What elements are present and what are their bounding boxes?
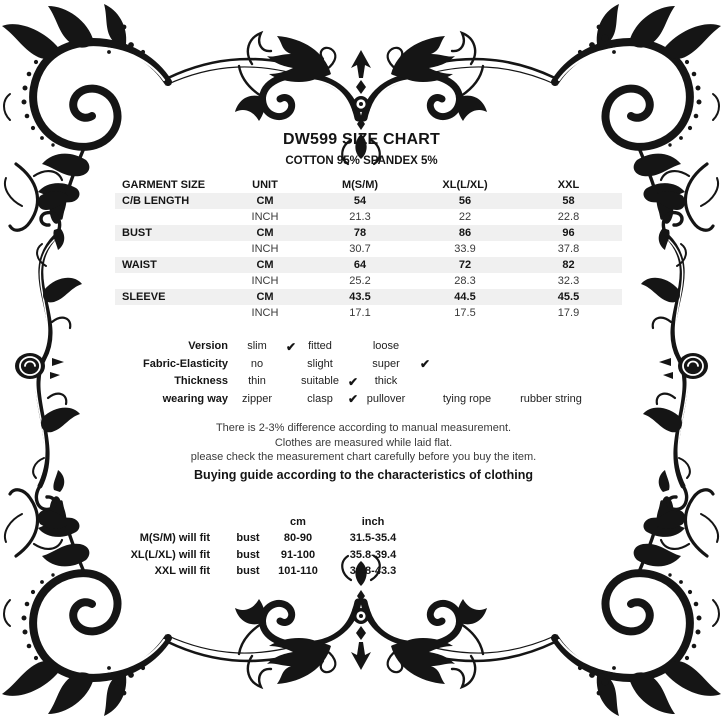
attribute-label: Fabric-Elasticity: [143, 357, 228, 370]
size-value: 25.2: [349, 274, 371, 287]
fit-inch-range: 35.8-39.4: [349, 548, 397, 561]
size-value: 30.7: [349, 242, 371, 255]
fit-inch-range: 39.8-43.3: [349, 565, 397, 578]
fit-part: bust: [236, 565, 260, 578]
size-table-header: M(S/M): [341, 178, 379, 191]
attribute-option: super: [372, 357, 400, 370]
measure-label: C/B LENGTH: [115, 193, 225, 209]
attribute-option: tying rope: [442, 392, 492, 405]
attribute-option: zipper: [242, 392, 272, 405]
size-value: 28.3: [454, 274, 476, 287]
attribute-option: pullover: [366, 392, 406, 405]
check-slot: [284, 356, 298, 374]
fit-size-label: M(S/M) will fit: [139, 532, 210, 545]
unit-label: CM: [225, 257, 305, 273]
fit-header-spacer: [110, 514, 228, 531]
check-slot: [408, 338, 442, 356]
size-table-header: XL(L/XL): [442, 178, 488, 191]
fit-table: [110, 514, 418, 580]
size-value: 33.9: [454, 242, 476, 255]
fit-header-inch: inch: [361, 515, 385, 528]
unit-label: CM: [225, 225, 305, 241]
fit-header-spacer: [228, 514, 268, 531]
unit-label: CM: [225, 289, 305, 305]
fit-part: bust: [236, 532, 260, 545]
attribute-option: fitted: [308, 340, 332, 353]
size-value: 72: [415, 257, 515, 273]
size-value: 78: [305, 225, 415, 241]
size-value: 45.5: [515, 289, 622, 305]
measure-label: WAIST: [115, 257, 225, 273]
attribute-option: slight: [307, 357, 333, 370]
attribute-option: thin: [248, 375, 266, 388]
check-slot: [284, 391, 298, 409]
fit-size-label: XXL will fit: [154, 565, 210, 578]
attribute-option: [492, 338, 610, 356]
attribute-option: rubber string: [520, 392, 582, 405]
check-icon: ✔: [347, 392, 359, 407]
measure-label: [115, 305, 225, 321]
size-value: 22.8: [557, 210, 580, 223]
unit-label: INCH: [251, 210, 279, 223]
size-value: 58: [515, 193, 622, 209]
size-value: 17.9: [557, 306, 580, 319]
fit-size-label: XL(L/XL) will fit: [130, 548, 210, 561]
measure-label: [115, 273, 225, 289]
check-icon: ✔: [285, 339, 297, 354]
measure-label: [115, 209, 225, 225]
unit-label: INCH: [251, 274, 279, 287]
attribute-option: suitable: [301, 375, 339, 388]
attribute-option: [492, 356, 610, 374]
attribute-option: clasp: [307, 392, 333, 405]
attribute-option: [442, 373, 492, 391]
fit-header-cm: cm: [290, 515, 306, 528]
size-value: 56: [415, 193, 515, 209]
unit-label: CM: [225, 193, 305, 209]
size-value: 96: [515, 225, 622, 241]
attribute-option: [442, 338, 492, 356]
fit-inch-range: 31.5-35.4: [349, 532, 397, 545]
check-icon: ✔: [347, 374, 359, 389]
check-slot: [408, 391, 442, 409]
attribute-rows: [110, 338, 610, 408]
attribute-label: wearing way: [162, 392, 228, 405]
size-value: 86: [415, 225, 515, 241]
size-value: 54: [305, 193, 415, 209]
measure-label: BUST: [115, 225, 225, 241]
fit-cm-range: 80-90: [283, 532, 313, 545]
size-value: 37.8: [557, 242, 580, 255]
note-line: Clothes are measured while laid flat.: [274, 436, 453, 449]
measurement-notes: [110, 421, 617, 465]
check-slot: [284, 373, 298, 391]
size-table-header: UNIT: [252, 178, 278, 191]
note-line: please check the measurement chart carefully before you buy the item.: [190, 451, 537, 463]
fit-part: bust: [236, 548, 260, 561]
attribute-option: [442, 356, 492, 374]
check-icon: ✔: [419, 357, 431, 372]
fabric-composition: COTTON 95% SPANDEX 5%: [285, 155, 438, 167]
fit-cm-range: 101-110: [278, 565, 318, 578]
measure-label: [115, 241, 225, 257]
fit-cm-range: 91-100: [280, 548, 316, 561]
attribute-option: loose: [372, 340, 400, 353]
page-title: DW599 SIZE CHART: [283, 131, 440, 148]
attribute-option: [492, 373, 610, 391]
size-value: 17.5: [454, 306, 476, 319]
size-value: 82: [515, 257, 622, 273]
check-slot: [342, 338, 364, 356]
attribute-label: Version: [188, 340, 228, 353]
attribute-option: no: [250, 357, 264, 370]
attribute-option: thick: [374, 375, 398, 388]
size-table-header: GARMENT SIZE: [122, 178, 206, 191]
size-value: 44.5: [415, 289, 515, 305]
unit-label: INCH: [251, 306, 279, 319]
note-line: There is 2-3% difference according to manual measurement.: [215, 422, 512, 434]
size-value: 21.3: [349, 210, 371, 223]
size-value: 22: [458, 210, 472, 223]
size-value: 64: [305, 257, 415, 273]
attribute-option: slim: [247, 340, 267, 353]
size-table: [115, 177, 622, 321]
size-value: 32.3: [557, 274, 580, 287]
measure-label: SLEEVE: [115, 289, 225, 305]
unit-label: INCH: [251, 242, 279, 255]
size-table-header: XXL: [557, 178, 580, 191]
check-slot: [342, 356, 364, 374]
check-slot: [408, 373, 442, 391]
buying-guide-title: Buying guide according to the characteristics of clothing: [194, 468, 533, 482]
size-value: 43.5: [305, 289, 415, 305]
size-value: 17.1: [349, 306, 371, 319]
attribute-label: Thickness: [174, 375, 228, 388]
